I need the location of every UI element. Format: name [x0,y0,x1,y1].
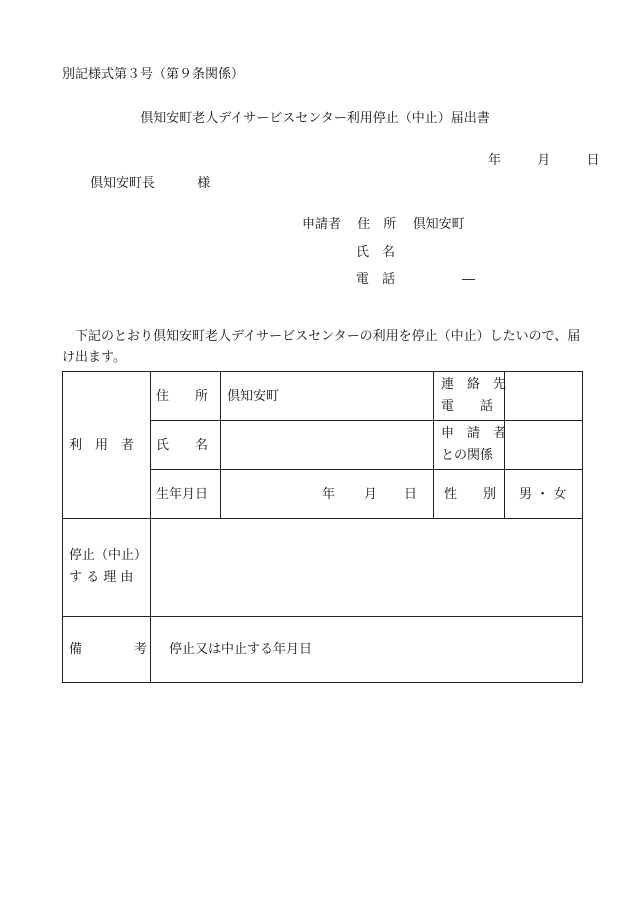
contact-field[interactable] [508,377,580,415]
address-value: 倶知安町 [227,389,280,404]
table-rule [150,420,582,421]
reason-label-line2: す る 理 由 [69,570,134,585]
applicant-address-value: 倶知安町 [412,217,465,232]
table-rule [63,518,582,519]
addressee-honorific: 様 [197,176,211,191]
date-month-label: 月 [537,153,551,168]
applicant-name-label: 氏 名 [356,245,396,260]
contact-label-line2: 電 話 [441,399,494,414]
remarks-label: 備 考 [69,642,148,657]
applicant-phone-label: 電 話 [356,272,396,287]
relation-label [441,423,506,467]
address-label: 住 所 [156,389,209,404]
contact-label [441,374,506,418]
applicant-address-label: 住 所 [357,217,397,232]
birth-month-label: 月 [364,487,378,502]
relation-label-line2: との関係 [441,448,494,463]
sex-value[interactable]: 男 ・ 女 [519,487,567,502]
applicant-label: 申請者 [302,217,342,232]
reason-label [69,545,147,589]
user-label: 利 用 者 [69,438,135,453]
document-title: 倶知安町老人デイサービスセンター利用停止（中止）届出書 [140,111,490,126]
contact-label-line1: 連 絡 先 [441,377,507,392]
reason-label-line1: 停止（中止） [69,548,148,563]
relation-label-line1: 申 請 者 [441,426,507,441]
name-label: 氏 名 [156,438,209,453]
birth-day-label: 日 [404,487,418,502]
date-year-label: 年 [488,153,502,168]
table-rule [63,616,582,617]
reason-field[interactable] [155,523,578,611]
date-line [488,154,600,167]
birth-year-label: 年 [322,487,336,502]
addressee-name: 倶知安町長 [90,176,156,191]
relation-field[interactable] [508,426,580,464]
table-rule [150,372,151,682]
applicant-phone-separator: ― [462,272,475,287]
table-rule [220,372,221,518]
form-number: 別記様式第３号（第９条関係） [62,67,245,82]
birth-label: 生年月日 [156,487,209,502]
remarks-value: 停止又は中止する年月日 [169,642,313,657]
table-rule [433,372,434,518]
sex-label: 性 別 [444,487,497,502]
form-table [62,371,583,683]
intro-paragraph: 下記のとおり倶知安町老人デイサービスセンターの利用を停止（中止）したいので、届け出ます。 [62,329,581,365]
name-field[interactable] [225,426,429,464]
date-day-label: 日 [586,153,600,168]
table-rule [150,469,582,470]
addressee [90,177,210,190]
